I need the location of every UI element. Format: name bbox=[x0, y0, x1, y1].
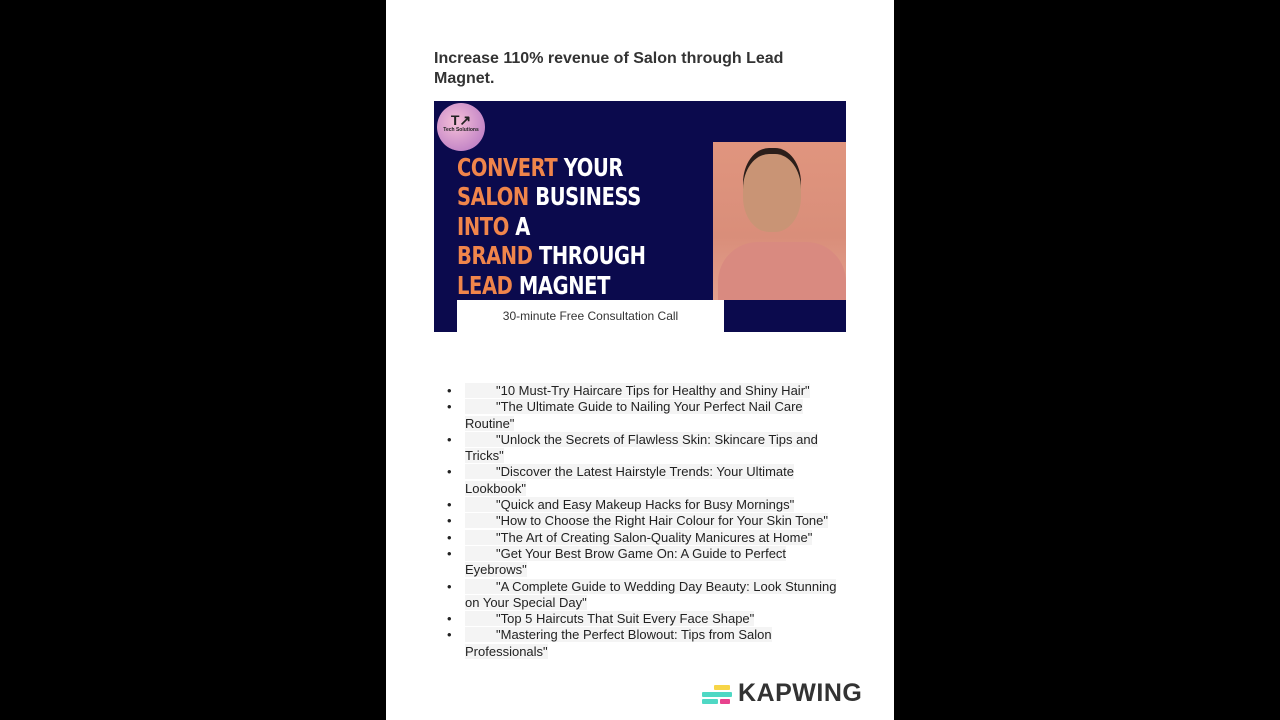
list-item-text: "Get Your Best Brow Game On: A Guide to Perfect Eyebrows" bbox=[465, 545, 787, 578]
headline-accent: INTO bbox=[457, 211, 509, 241]
consultation-cta[interactable]: 30-minute Free Consultation Call bbox=[457, 300, 724, 332]
headline-accent: LEAD bbox=[457, 270, 513, 300]
banner-headline bbox=[457, 153, 646, 300]
page-title: Increase 110% revenue of Salon through Lead Magnet. bbox=[434, 50, 784, 87]
banner-image bbox=[434, 101, 846, 332]
list-item bbox=[447, 383, 847, 399]
list-item-text: "Top 5 Haircuts That Suit Every Face Shape" bbox=[465, 611, 754, 626]
list-item-text: "Quick and Easy Makeup Hacks for Busy Mornings" bbox=[465, 497, 794, 512]
list-item-text: "Discover the Latest Hairstyle Trends: Your Ultimate Lookbook" bbox=[465, 464, 794, 496]
list-item-text: "Mastering the Perfect Blowout: Tips from Salon Professionals" bbox=[465, 627, 772, 659]
list-item bbox=[447, 611, 847, 627]
list-item-text: "How to Choose the Right Hair Colour for Your Skin Tone" bbox=[465, 513, 828, 528]
headline-word: THROUGH bbox=[538, 241, 646, 271]
list-item bbox=[447, 399, 847, 432]
list-item bbox=[447, 546, 847, 579]
page bbox=[386, 0, 894, 720]
presenter-photo bbox=[713, 142, 846, 300]
kapwing-watermark: KAPWING bbox=[702, 679, 862, 708]
headline-accent: BRAND bbox=[457, 241, 533, 271]
list-item-text: "The Ultimate Guide to Nailing Your Perfect Nail Care Routine" bbox=[465, 399, 803, 431]
headline-word: BUSINESS bbox=[535, 182, 641, 212]
tech-solutions-logo: T↗ Tech Solutions bbox=[437, 103, 485, 151]
headline-line bbox=[457, 212, 646, 241]
headline-line bbox=[457, 153, 646, 182]
headline-line bbox=[457, 271, 646, 300]
headline-word: MAGNET bbox=[518, 270, 610, 300]
headline-line bbox=[457, 241, 646, 270]
list-item bbox=[447, 513, 847, 529]
list-item bbox=[447, 530, 847, 546]
headline-word: YOUR bbox=[563, 153, 624, 182]
headline-accent: SALON bbox=[457, 182, 529, 212]
list-item bbox=[447, 432, 847, 465]
headline-accent: CONVERT bbox=[457, 153, 558, 182]
list-item bbox=[447, 464, 847, 497]
list-item-text: "The Art of Creating Salon-Quality Manicures at Home" bbox=[465, 530, 812, 545]
kapwing-logo-icon bbox=[702, 683, 734, 705]
list-item bbox=[447, 497, 847, 513]
list-item-text: "Unlock the Secrets of Flawless Skin: Skincare Tips and Tricks" bbox=[465, 431, 818, 464]
list-item-text: "A Complete Guide to Wedding Day Beauty: Look Stunning on Your Special Day" bbox=[465, 578, 837, 610]
headline-line bbox=[457, 182, 646, 211]
list-item-text: "10 Must-Try Haircare Tips for Healthy and Shiny Hair" bbox=[465, 383, 810, 398]
headline-word: A bbox=[515, 211, 531, 241]
list-item bbox=[447, 627, 847, 660]
list-item bbox=[447, 579, 847, 612]
blog-topic-list bbox=[447, 383, 847, 660]
